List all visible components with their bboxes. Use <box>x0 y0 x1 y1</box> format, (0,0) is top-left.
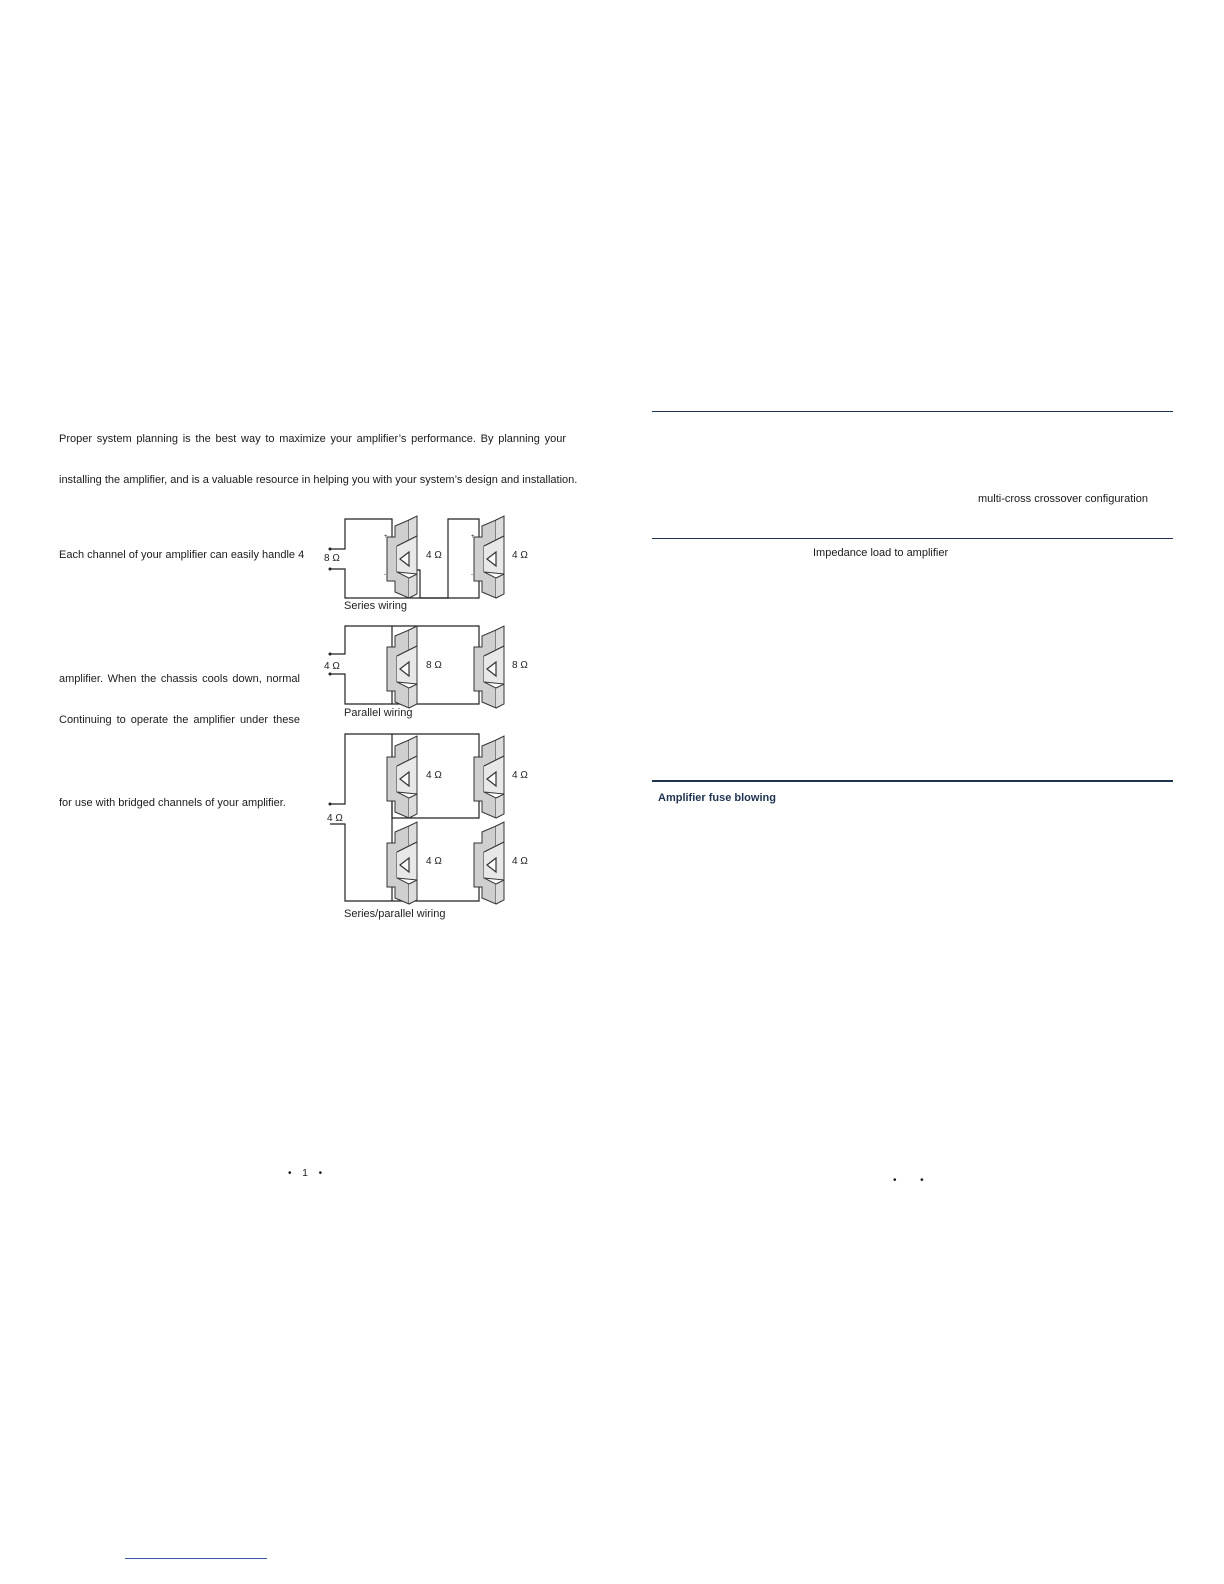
body-line-2: amplifier. When the chassis cools down, normal <box>59 673 300 685</box>
series-parallel-speaker-1-impedance: 4 Ω <box>426 770 442 781</box>
section-rule-2 <box>652 538 1173 539</box>
footer-bullet: • <box>288 1168 292 1179</box>
series-parallel-speaker-4-impedance: 4 Ω <box>512 856 528 867</box>
fuse-blowing-heading: Amplifier fuse blowing <box>658 792 776 804</box>
link-underline <box>125 1558 267 1559</box>
series-parallel-speaker-3-impedance: 4 Ω <box>426 856 442 867</box>
footer-bullet: • <box>318 1168 323 1179</box>
parallel-total-impedance: 4 Ω <box>324 661 340 672</box>
series-wiring-caption: Series wiring <box>344 600 407 612</box>
polarity-minus-mark: - <box>471 572 473 578</box>
series-total-impedance: 8 Ω <box>324 553 340 564</box>
series-speaker-2-impedance: 4 Ω <box>512 550 528 561</box>
body-line-3: Continuing to operate the amplifier under these <box>59 714 300 726</box>
left-page-footer <box>288 1168 322 1179</box>
series-parallel-wiring-caption: Series/parallel wiring <box>344 908 446 920</box>
crossover-config-text: multi-cross crossover configuration <box>978 493 1148 505</box>
section-rule-1 <box>652 411 1173 412</box>
series-speaker-1-impedance: 4 Ω <box>426 550 442 561</box>
body-line-4: for use with bridged channels of your amplifier. <box>59 797 286 809</box>
parallel-speaker-2-impedance: 8 Ω <box>512 660 528 671</box>
wiring-diagrams <box>300 508 560 928</box>
polarity-minus-mark: - <box>384 572 386 578</box>
intro-line-2: installing the amplifier, and is a valuable resource in helping you with your system’s design and installation. <box>59 474 578 486</box>
series-parallel-total-impedance: 4 Ω <box>327 813 343 824</box>
right-page-footer <box>893 1175 924 1186</box>
section-rule-3 <box>652 780 1173 782</box>
polarity-plus-mark: + <box>384 534 388 540</box>
polarity-plus-mark: + <box>471 534 475 540</box>
footer-bullet: • <box>893 1175 897 1186</box>
series-parallel-speaker-2-impedance: 4 Ω <box>512 770 528 781</box>
body-line-1: Each channel of your amplifier can easily handle 4 <box>59 549 305 561</box>
intro-line-1: Proper system planning is the best way to maximize your amplifier’s performance. By planning your <box>59 433 566 445</box>
footer-bullet: • <box>920 1175 924 1186</box>
parallel-wiring-caption: Parallel wiring <box>344 707 413 719</box>
page-number: 1 <box>302 1168 308 1179</box>
impedance-load-text: Impedance load to amplifier <box>813 547 949 559</box>
parallel-speaker-1-impedance: 8 Ω <box>426 660 442 671</box>
